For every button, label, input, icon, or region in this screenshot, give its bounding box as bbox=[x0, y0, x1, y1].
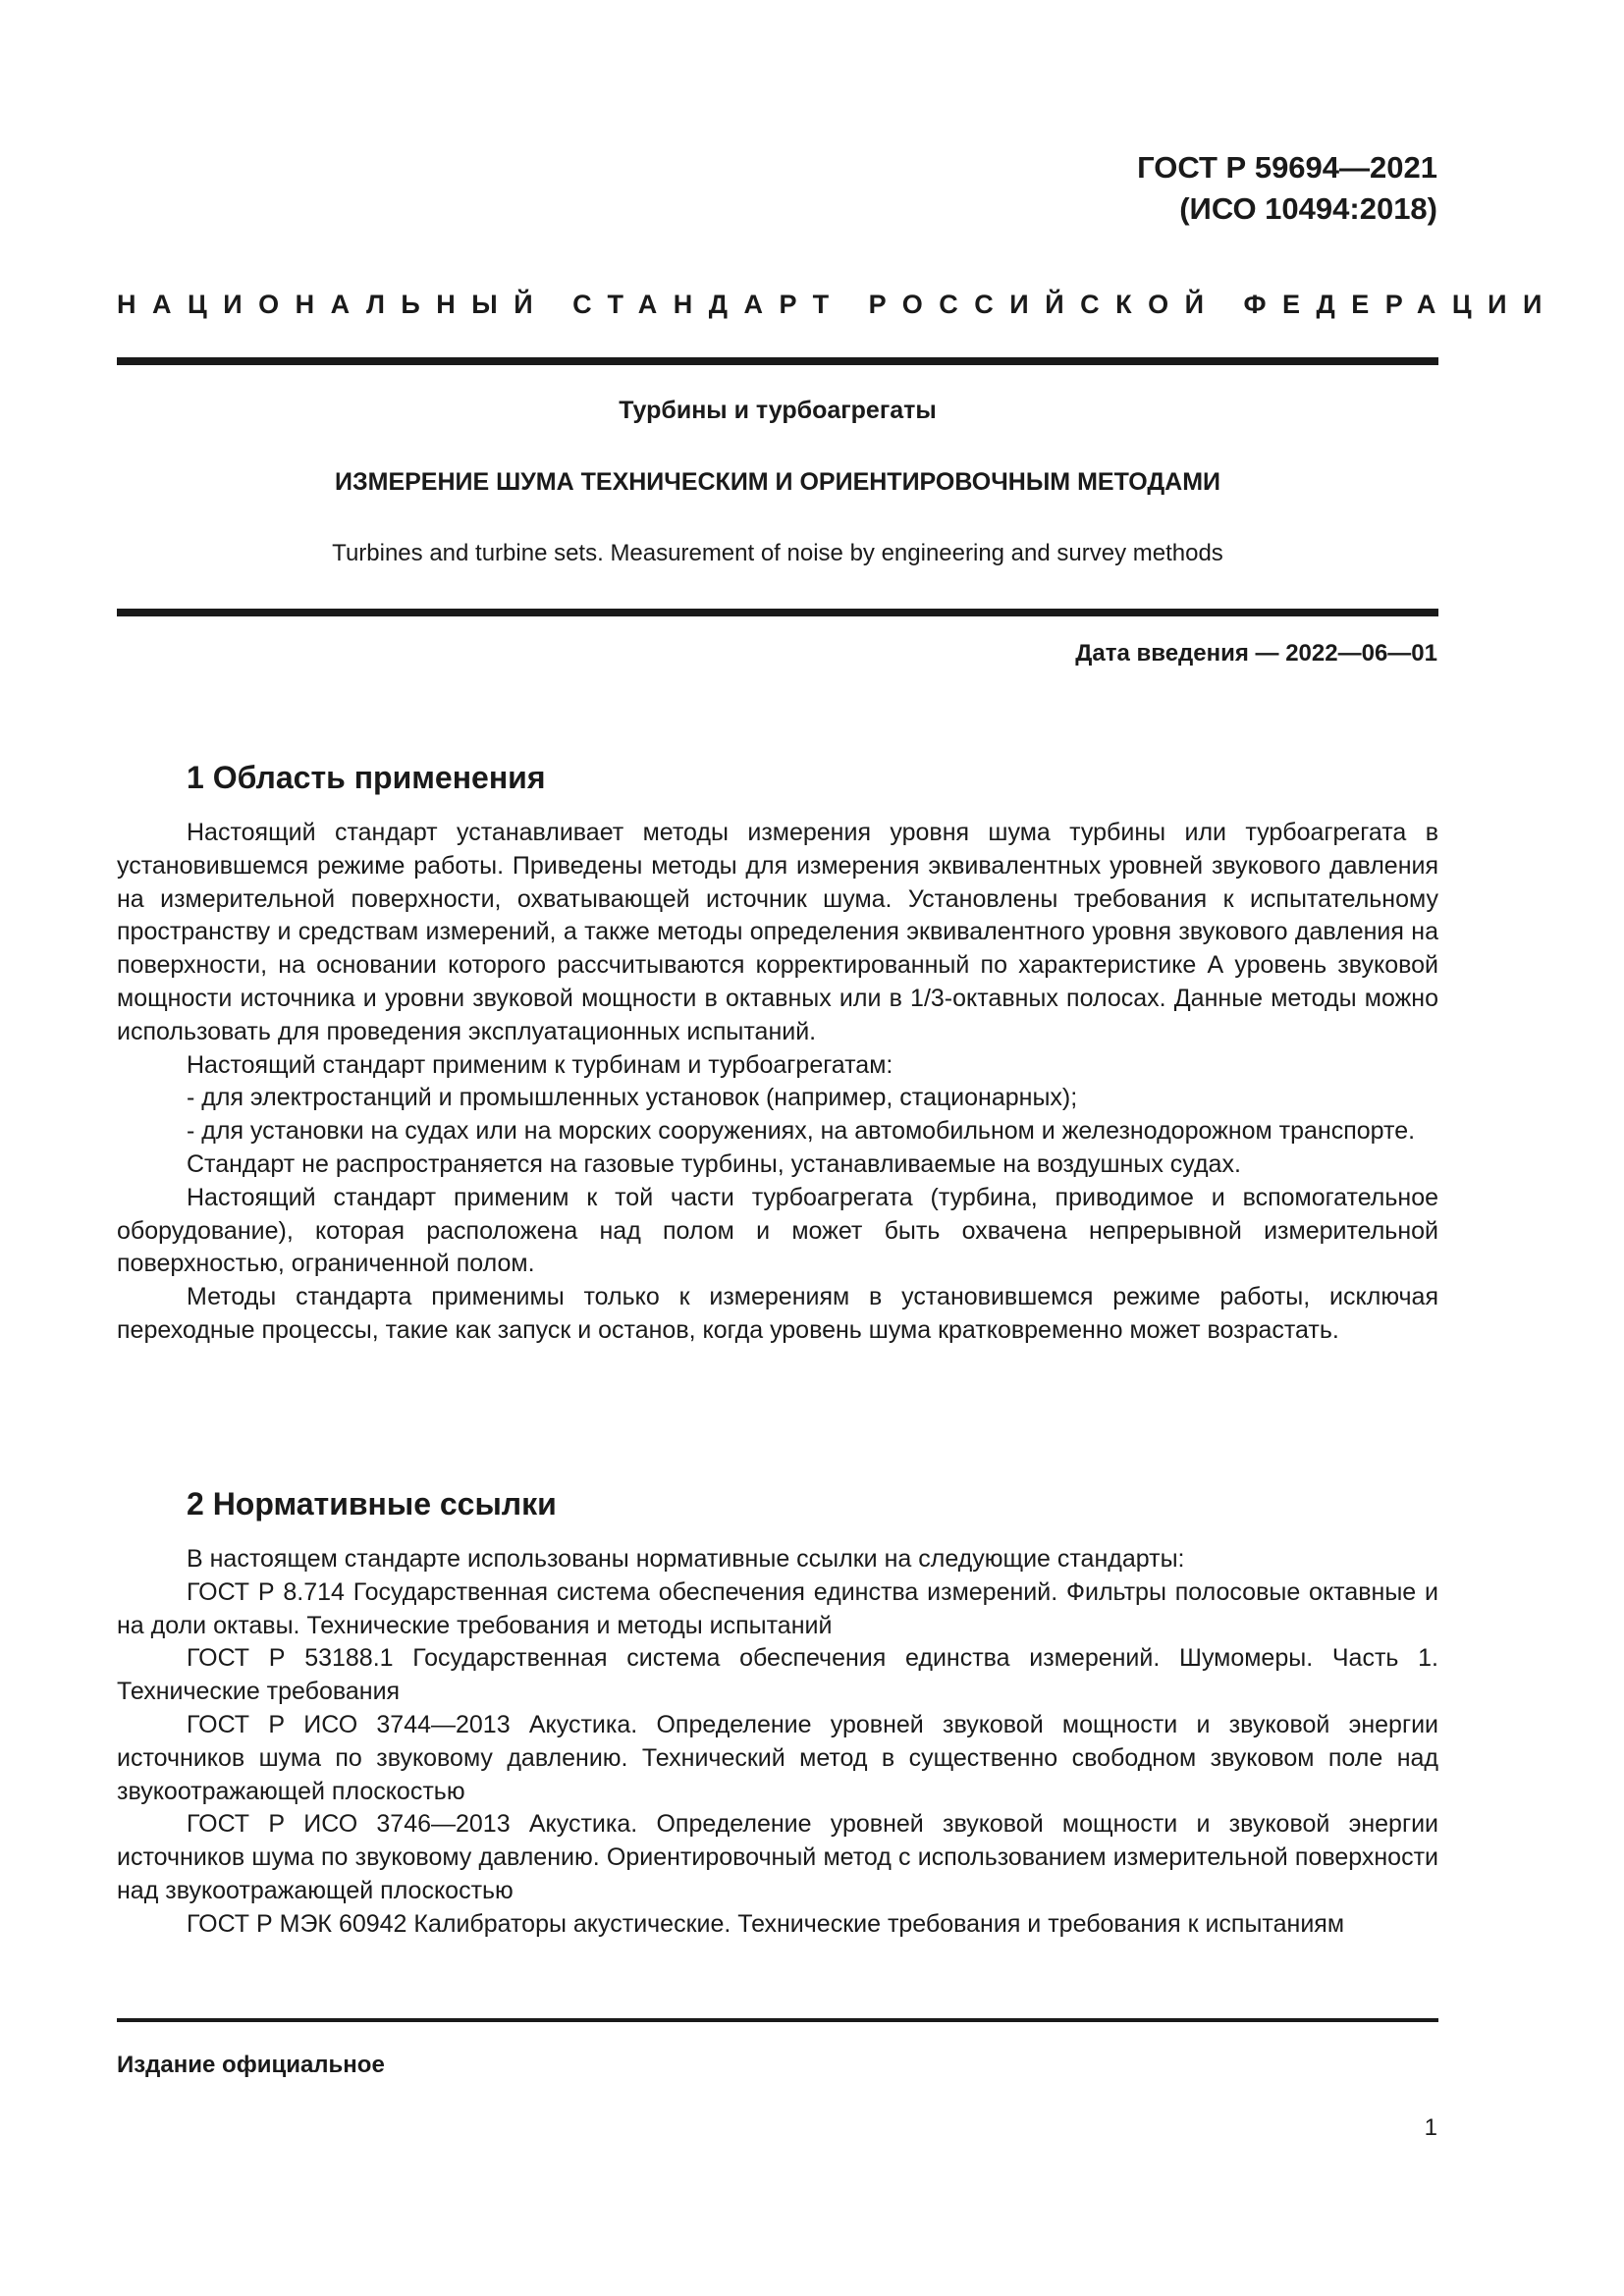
reference-item: ГОСТ Р ИСО 3746—2013 Акустика. Определение уровней звуковой мощности и звуковой энергии источников шума по звуковому давлению. Ориентировочный метод с использованием измерительной поверхности над звукоотражающей плоскостью bbox=[117, 1810, 1438, 1904]
paragraph: - для электростанций и промышленных установок (например, стационарных); bbox=[187, 1084, 1078, 1112]
paragraph: Методы стандарта применимы только к измерениям в установившемся режиме работы, исключая переходные процессы, такие как запуск и останов, когда уровень шума кратковременно может возрастать. bbox=[117, 1283, 1438, 1344]
paragraph: Стандарт не распространяется на газовые турбины, устанавливаемые на воздушных судах. bbox=[187, 1149, 1241, 1178]
reference-item: ГОСТ Р ИСО 3744—2013 Акустика. Определение уровней звуковой мощности и звуковой энергии источников шума по звуковому давлению. Технический метод в существенно свободном звуковом поле над звукоотражающей плоскостью bbox=[117, 1710, 1438, 1805]
national-standard-banner: НАЦИОНАЛЬНЫЙ СТАНДАРТ РОССИЙСКОЙ ФЕДЕРАЦИИ bbox=[117, 290, 1558, 319]
reference-item: ГОСТ Р 53188.1 Государственная система обеспечения единства измерений. Шумомеры. Часть 1. Технические требования bbox=[117, 1644, 1438, 1706]
standard-designation bbox=[1137, 147, 1437, 230]
paragraph: В настоящем стандарте использованы нормативные ссылки на следующие стандарты: bbox=[187, 1545, 1185, 1573]
standard-number: ГОСТ Р 59694—2021 bbox=[1137, 150, 1437, 185]
standard-title-en: Turbines and turbine sets. Measurement of noise by engineering and survey methods bbox=[332, 540, 1223, 566]
paragraph: Настоящий стандарт применим к той части турбоагрегата (турбина, приводимое и вспомогательное оборудование), которая расположена над полом и может быть охвачена непрерывной измерительной поверхностью, ограниченной полом. bbox=[117, 1183, 1438, 1278]
iso-equivalent: (ИСО 10494:2018) bbox=[1179, 191, 1437, 226]
footer-rule bbox=[117, 2018, 1438, 2022]
standard-title-ru: ИЗМЕРЕНИЕ ШУМА ТЕХНИЧЕСКИМ И ОРИЕНТИРОВОЧНЫМ МЕТОДАМИ bbox=[335, 468, 1220, 496]
introduction-date: Дата введения — 2022—06—01 bbox=[1075, 640, 1437, 667]
paragraph: Настоящий стандарт применим к турбинам и турбоагрегатам: bbox=[187, 1050, 893, 1079]
reference-item: ГОСТ Р 8.714 Государственная система обеспечения единства измерений. Фильтры полосовые октавные и на доли октавы. Технические требования и методы испытаний bbox=[117, 1577, 1438, 1639]
section-1-body bbox=[117, 817, 1438, 1348]
paragraph: - для установки на судах или на морских сооружениях, на автомобильном и железнодорожном транспорте. bbox=[187, 1117, 1416, 1146]
section-2-heading: 2 Нормативные ссылки bbox=[187, 1486, 557, 1522]
paragraph: Настоящий стандарт устанавливает методы измерения уровня шума турбины или турбоагрегата в установившемся режиме работы. Приведены методы для измерения эквивалентных уровней звукового давления на измерительной поверхности, охватывающей источник шума. Установлены требования к испытательному пространству и средствам измерений, а также методы определения эквивалентного уровня звукового давления на поверхности, на основании которого рассчитываются корректированный по характеристике А уровень звуковой мощности источника и уровни звуковой мощности в октавных или в 1/3-октавных полосах. Данные методы можно использовать для проведения эксплуатационных испытаний. bbox=[117, 819, 1438, 1045]
page-number: 1 bbox=[1424, 2114, 1437, 2141]
standard-subject: Турбины и турбоагрегаты bbox=[619, 397, 937, 424]
section-2-body bbox=[117, 1543, 1438, 1942]
header-rule bbox=[117, 357, 1438, 365]
title-rule bbox=[117, 609, 1438, 616]
official-edition-label: Издание официальное bbox=[117, 2052, 385, 2078]
reference-item: ГОСТ Р МЭК 60942 Калибраторы акустические. Технические требования и требования к испытаниям bbox=[187, 1909, 1345, 1938]
section-1-heading: 1 Область применения bbox=[187, 760, 546, 795]
